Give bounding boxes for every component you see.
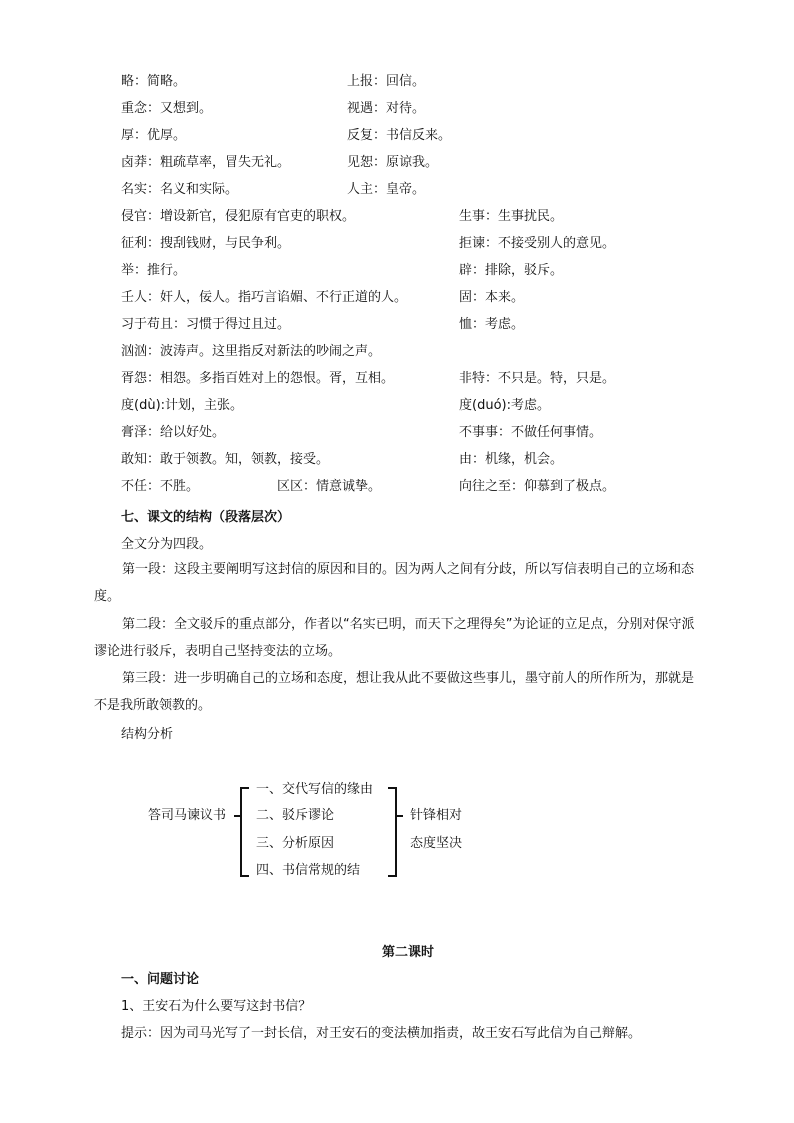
vocab-entry: 壬人：奸人，佞人。指巧言谄媚、不行正道的人。 xyxy=(121,290,408,305)
vocab-entry: 不任：不胜。 xyxy=(121,479,200,494)
vocab-entry: 恤：考虑。 xyxy=(459,317,525,332)
paragraph-1: 第一段：这段主要阐明写这封信的原因和目的。因为两人之间有分歧，所以写信表明自己的立场和态度。 xyxy=(94,562,695,604)
vocab-entry: 胥怨：相怨。多指百姓对上的怨恨。胥，互相。 xyxy=(121,371,395,386)
diagram-item: 四、书信常规的结 xyxy=(256,863,361,878)
vocab-entry: 侵官：增设新官，侵犯原有官吏的职权。 xyxy=(121,209,356,224)
vocab-entry: 卤莽：粗疏草率，冒失无礼。 xyxy=(121,155,291,170)
question-1: 1、王安石为什么要写这封书信？ xyxy=(121,999,312,1014)
diagram-right-label: 态度坚决 xyxy=(410,836,463,851)
diagram-item: 三、分析原因 xyxy=(256,836,335,851)
vocab-entry: 上报：回信。 xyxy=(347,74,426,89)
vocab-entry: 征利：搜刮钱财，与民争利。 xyxy=(121,236,291,251)
vocab-entry: 视遇：对待。 xyxy=(347,101,426,116)
vocab-entry: 区区：情意诚挚。 xyxy=(277,479,382,494)
vocab-entry: 拒谏：不接受别人的意见。 xyxy=(459,236,616,251)
vocab-entry: 厚：优厚。 xyxy=(121,128,187,143)
vocab-entry: 固：本来。 xyxy=(459,290,525,305)
vocab-entry: 举：推行。 xyxy=(121,263,187,278)
vocab-entry: 非特：不只是。特，只是。 xyxy=(459,371,616,386)
vocab-entry: 辟：排除，驳斥。 xyxy=(459,263,564,278)
diagram-right-label: 针锋相对 xyxy=(410,808,463,823)
diagram-item: 二、驳斥谬论 xyxy=(256,808,335,823)
vocab-entry: 敢知：敢于领教。知，领教，接受。 xyxy=(121,452,330,467)
diagram-item: 一、交代写信的缘由 xyxy=(256,782,374,797)
vocab-entry: 度(duó):考虑。 xyxy=(459,398,550,413)
section-intro: 全文分为四段。 xyxy=(121,537,213,552)
vocab-entry: 见恕：原谅我。 xyxy=(347,155,439,170)
answer-1: 提示：因为司马光写了一封长信，对王安石的变法横加指责，故王安石写此信为自己辩解。 xyxy=(121,1026,642,1041)
paragraph-3: 第三段：进一步明确自己的立场和态度，想让我从此不要做这些事儿，墨守前人的所作所为，那就是不是我所敢领教的。 xyxy=(94,671,695,713)
vocab-entry: 人主：皇帝。 xyxy=(347,182,426,197)
vocab-entry: 略：简略。 xyxy=(121,74,187,89)
vocab-entry: 由：机缘，机会。 xyxy=(459,452,564,467)
vocab-entry: 不事事：不做任何事情。 xyxy=(459,425,603,440)
vocab-entry: 习于苟且：习惯于得过且过。 xyxy=(121,317,291,332)
section-heading: 七、课文的结构（段落层次） xyxy=(121,510,291,525)
vocab-entry: 膏泽：给以好处。 xyxy=(121,425,226,440)
vocab-entry: 向往之至：仰慕到了极点。 xyxy=(459,479,616,494)
vocab-entry: 反复：书信反来。 xyxy=(347,128,452,143)
vocab-entry: 汹汹：波涛声。这里指反对新法的吵闹之声。 xyxy=(121,344,382,359)
vocab-entry: 重念：又想到。 xyxy=(121,101,213,116)
vocab-entry: 度(dù):计划，主张。 xyxy=(121,398,244,413)
lesson-title: 第二课时 xyxy=(382,945,435,960)
structure-label: 结构分析 xyxy=(121,727,174,742)
diagram-root: 答司马谏议书 xyxy=(148,808,227,823)
vocab-entry: 名实：名义和实际。 xyxy=(121,182,239,197)
vocab-entry: 生事：生事扰民。 xyxy=(459,209,564,224)
lesson-heading: 一、问题讨论 xyxy=(121,972,200,987)
paragraph-2: 第二段：全文驳斥的重点部分，作者以“名实已明，而天下之理得矣”为论证的立足点，分别对保守派谬论进行驳斥，表明自己坚持变法的立场。 xyxy=(94,617,695,659)
